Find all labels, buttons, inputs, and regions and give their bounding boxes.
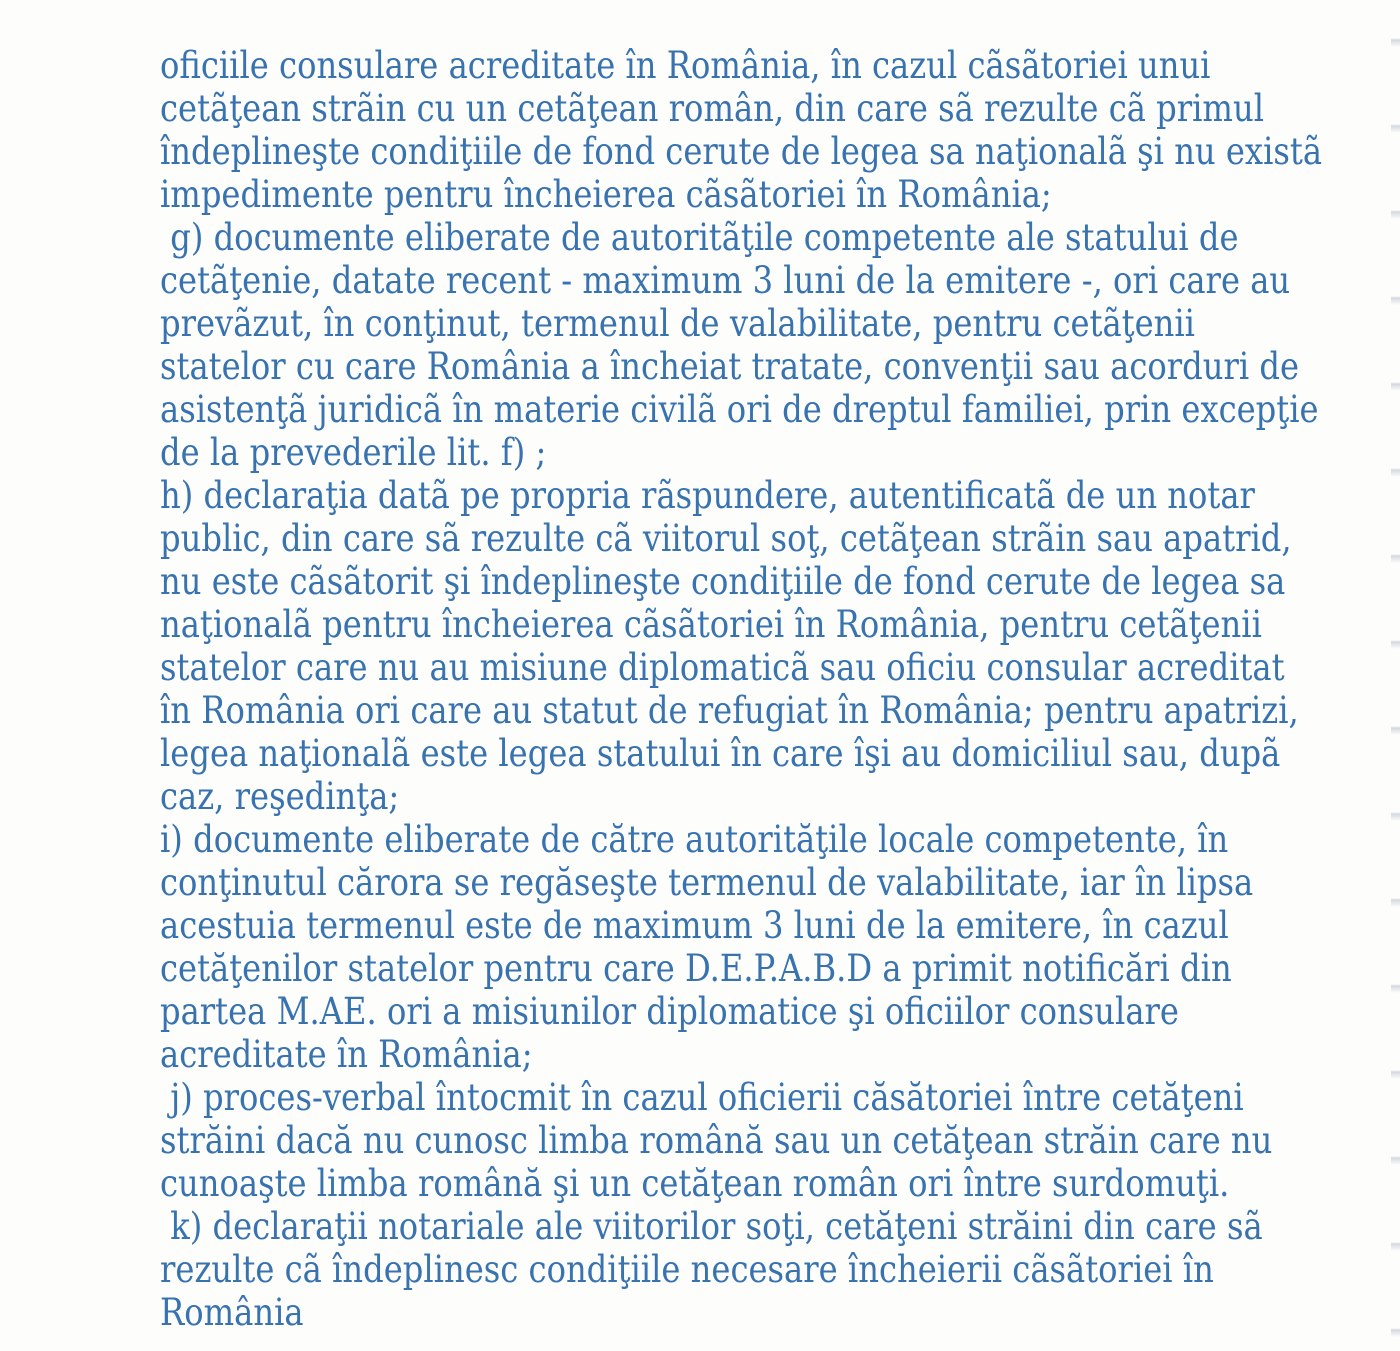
text-line: acreditate în România;: [160, 1033, 533, 1076]
text-line: cetăţenilor statelor pentru care D.E.P.A.B.D a primit notificări din: [160, 947, 1232, 990]
text-line: conţinutul cărora se regăseşte termenul de valabilitate, iar în lipsa: [160, 861, 1254, 904]
text-line: de la prevederile lit. f) ;: [160, 431, 547, 474]
text-line: naţionalã pentru încheierea cãsãtoriei în România, pentru cetãţenii: [160, 603, 1262, 646]
document-text: [160, 44, 1400, 1334]
text-line: g) documente eliberate de autoritãţile competente ale statului de: [160, 216, 1239, 259]
text-line: cunoaşte limba română şi un cetăţean român ori între surdomuţi.: [160, 1162, 1230, 1205]
text-line: acestuia termenul este de maximum 3 luni de la emitere, în cazul: [160, 904, 1229, 947]
text-line: statelor care nu au misiune diplomaticã sau oficiu consular acreditat: [160, 646, 1285, 689]
text-line: h) declaraţia datã pe propria rãspundere, autentificatã de un notar: [160, 474, 1255, 517]
text-line: nu este cãsãtorit şi îndeplineşte condiţiile de fond cerute de legea sa: [160, 560, 1286, 603]
text-line: oficiile consulare acreditate în România, în cazul cãsãtoriei unui: [160, 44, 1211, 87]
text-line: asistenţã juridicã în materie civilã ori de dreptul familiei, prin excepţie: [160, 388, 1319, 431]
text-line: i) documente eliberate de către autorităţile locale competente, în: [160, 818, 1229, 861]
right-edge-scan-artifact: [1391, 0, 1400, 1351]
text-line: rezulte cã îndeplinesc condiţiile necesare încheierii cãsãtoriei în: [160, 1248, 1214, 1291]
text-line: j) proces-verbal întocmit în cazul oficierii căsătoriei între cetăţeni: [160, 1076, 1244, 1119]
text-line: cetãţenie, datate recent - maximum 3 luni de la emitere -, ori care au: [160, 259, 1291, 302]
text-line: străini dacă nu cunosc limba română sau un cetăţean străin care nu: [160, 1119, 1273, 1162]
text-line: caz, reşedinţa;: [160, 775, 400, 818]
text-line: cetãţean strãin cu un cetãţean român, din care sã rezulte cã primul: [160, 87, 1264, 130]
text-line: legea naţionalã este legea statului în care îşi au domiciliul sau, dupã: [160, 732, 1281, 775]
text-line: impedimente pentru încheierea cãsãtoriei în România;: [160, 173, 1052, 216]
text-line: îndeplineşte condiţiile de fond cerute de legea sa naţionalã şi nu existã: [160, 130, 1323, 173]
text-line: statelor cu care România a încheiat tratate, convenţii sau acorduri de: [160, 345, 1300, 388]
text-line: România: [160, 1291, 304, 1334]
text-line: public, din care sã rezulte cã viitorul soţ, cetãţean strãin sau apatrid,: [160, 517, 1292, 560]
text-line: partea M.AE. ori a misiunilor diplomatice şi oficiilor consulare: [160, 990, 1179, 1033]
text-line: în România ori care au statut de refugiat în România; pentru apatrizi,: [160, 689, 1299, 732]
text-line: k) declaraţii notariale ale viitorilor soţi, cetăţeni străini din care sã: [160, 1205, 1263, 1248]
text-line: prevãzut, în conţinut, termenul de valabilitate, pentru cetãţenii: [160, 302, 1195, 345]
